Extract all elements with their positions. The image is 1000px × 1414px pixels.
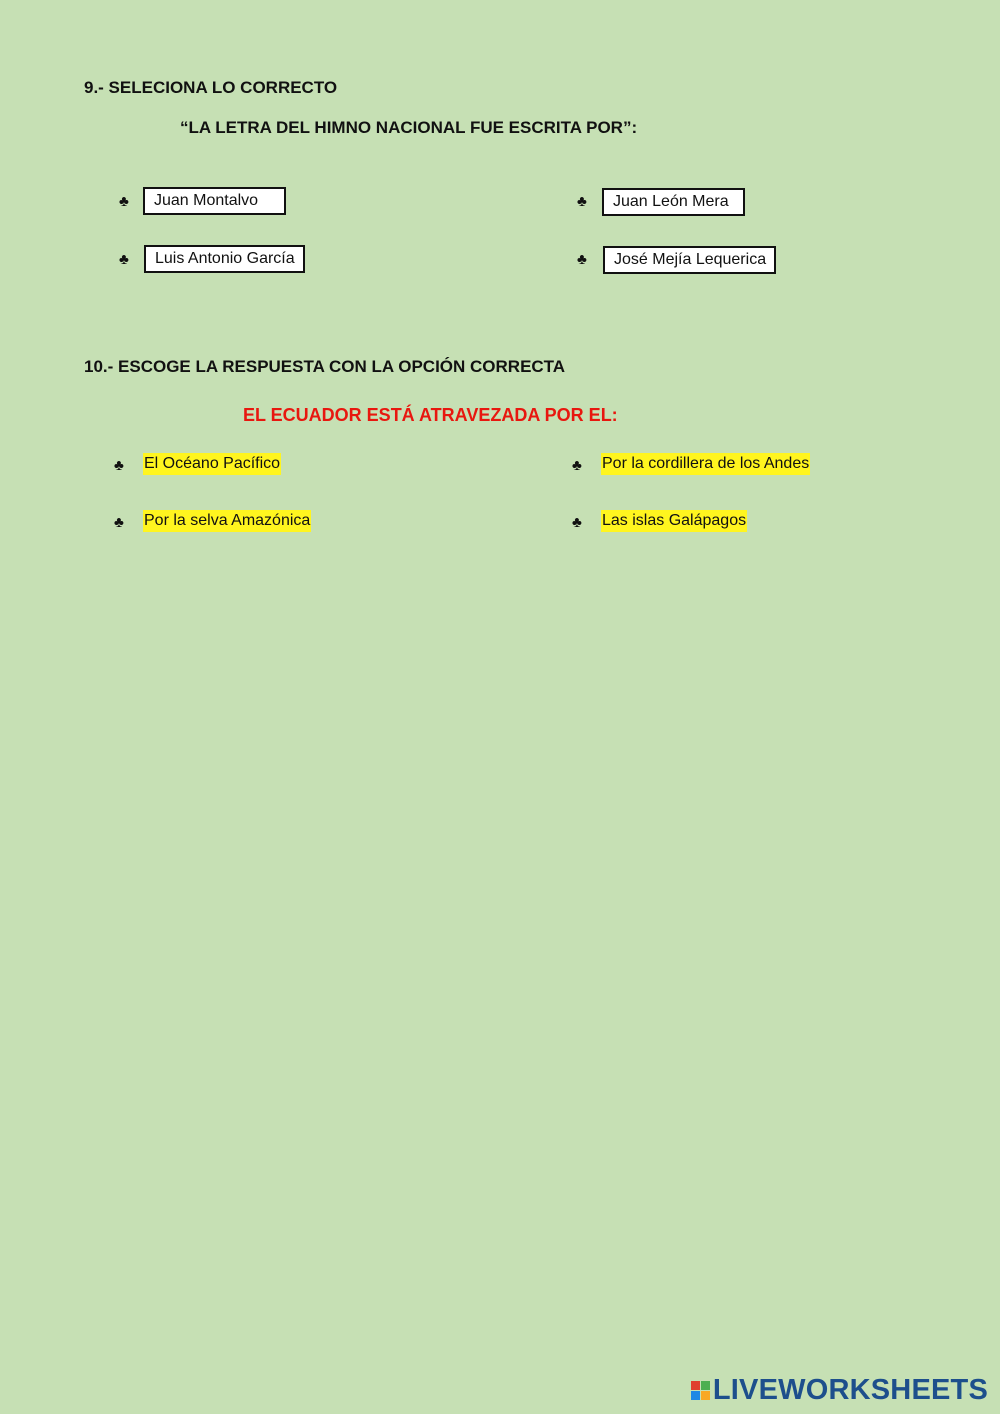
liveworksheets-logo <box>691 1374 988 1407</box>
question-10-statement: EL ECUADOR ESTÁ ATRAVEZADA POR EL: <box>243 405 618 425</box>
club-bullet-icon: ♣ <box>119 251 129 268</box>
option-oceano-pacifico[interactable]: El Océano Pacífico <box>143 453 281 475</box>
club-bullet-icon: ♣ <box>114 514 124 531</box>
question-9-prompt: “LA LETRA DEL HIMNO NACIONAL FUE ESCRITA POR”: <box>180 118 638 137</box>
option-juan-leon-mera[interactable]: Juan León Mera <box>602 188 745 216</box>
option-cordillera-andes[interactable]: Por la cordillera de los Andes <box>601 453 810 475</box>
club-bullet-icon: ♣ <box>114 457 124 474</box>
club-bullet-icon: ♣ <box>572 457 582 474</box>
club-bullet-icon: ♣ <box>577 193 587 210</box>
option-juan-montalvo[interactable]: Juan Montalvo <box>143 187 286 215</box>
liveworksheets-logo-icon <box>691 1381 710 1400</box>
option-selva-amazonica[interactable]: Por la selva Amazónica <box>143 510 311 532</box>
question-10-title: 10.- ESCOGE LA RESPUESTA CON LA OPCIÓN CORRECTA <box>84 357 566 376</box>
question-9-title: 9.- SELECIONA LO CORRECTO <box>84 78 338 97</box>
liveworksheets-logo-text: LIVEWORKSHEETS <box>712 1374 988 1406</box>
option-jose-mejia-lequerica[interactable]: José Mejía Lequerica <box>603 246 776 274</box>
option-islas-galapagos[interactable]: Las islas Galápagos <box>601 510 747 532</box>
club-bullet-icon: ♣ <box>119 193 129 210</box>
club-bullet-icon: ♣ <box>577 251 587 268</box>
option-luis-antonio-garcia[interactable]: Luis Antonio García <box>144 245 305 273</box>
club-bullet-icon: ♣ <box>572 514 582 531</box>
